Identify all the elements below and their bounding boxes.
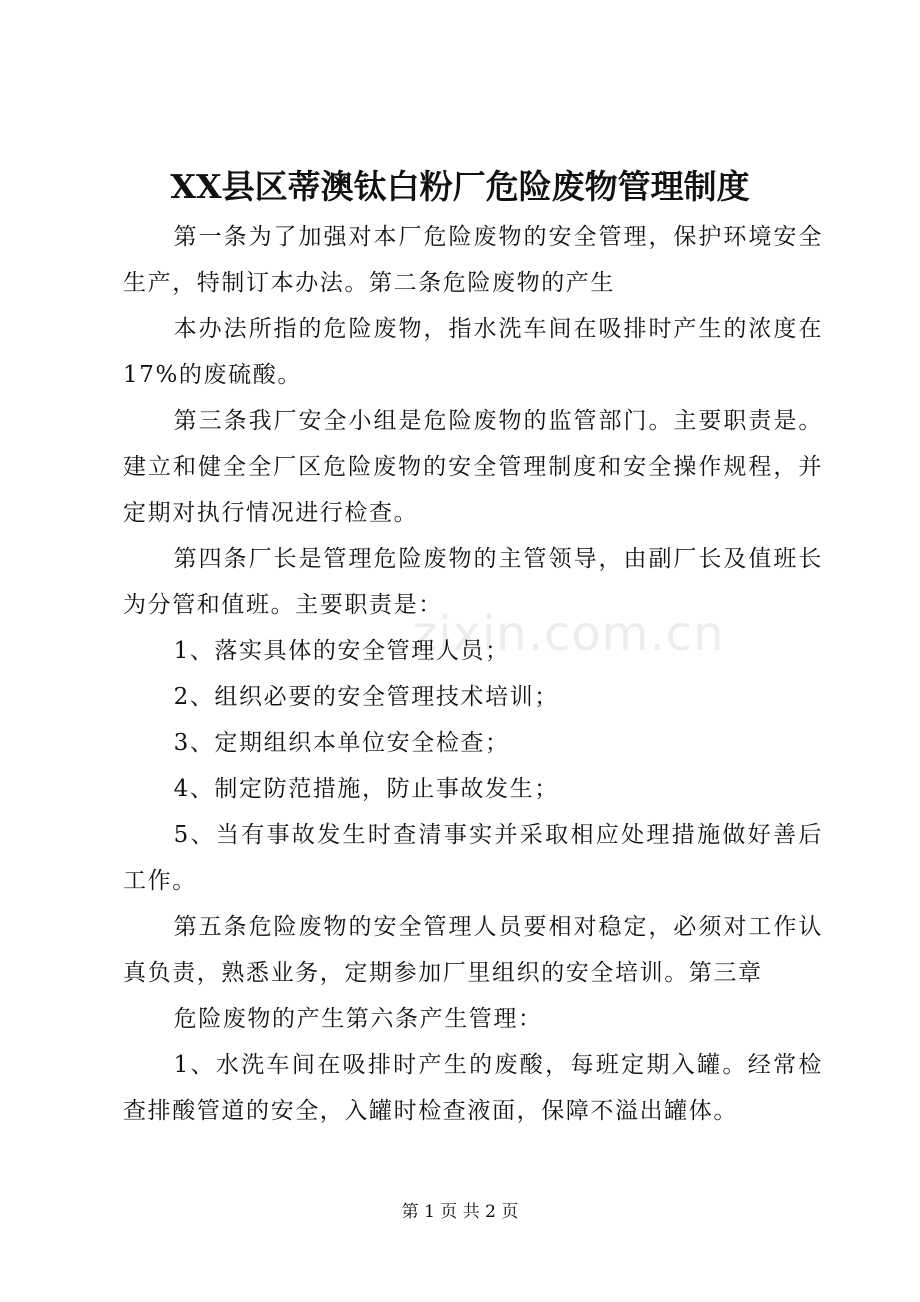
paragraph-article-1: 第一条为了加强对本厂危险废物的安全管理，保护环境安全生产，特制订本办法。第二条危险废物的产生 — [123, 224, 823, 296]
watermark-text: zixin.com.cn — [412, 606, 725, 662]
list-item-duty-1: 1、落实具体的安全管理人员； — [173, 638, 510, 664]
list-item-duty-3: 3、定期组织本单位安全检查； — [173, 730, 510, 756]
document-body — [123, 214, 823, 1134]
page-footer: 第 1 页 共 2 页 — [401, 1202, 519, 1222]
paragraph-definition: 本办法所指的危险废物，指水洗车间在吸排时产生的浓度在17%的废硫酸。 — [123, 316, 823, 388]
paragraph-article-5: 第五条危险废物的安全管理人员要相对稳定，必须对工作认真负责，熟悉业务，定期参加厂里组织的安全培训。第三章 — [123, 914, 823, 986]
list-item-duty-2: 2、组织必要的安全管理技术培训； — [173, 684, 559, 710]
list-item-duty-4: 4、制定防范措施，防止事故发生； — [173, 776, 559, 802]
document-title: XX县区蒂澳钛白粉厂危险废物管理制度 — [170, 167, 750, 206]
list-item-production-1: 1、水洗车间在吸排时产生的废酸，每班定期入罐。经常检查排酸管道的安全，入罐时检查液面，保障不溢出罐体。 — [123, 1052, 823, 1124]
paragraph-article-3: 第三条我厂安全小组是危险废物的监管部门。主要职责是。建立和健全全厂区危险废物的安全管理制度和安全操作规程，并定期对执行情况进行检查。 — [123, 408, 823, 526]
paragraph-article-6-heading: 危险废物的产生第六条产生管理： — [173, 1006, 543, 1032]
list-item-duty-5: 5、当有事故发生时查清事实并采取相应处理措施做好善后工作。 — [123, 822, 823, 894]
paragraph-article-4: 第四条厂长是管理危险废物的主管领导，由副厂长及值班长为分管和值班。主要职责是： — [123, 546, 823, 618]
